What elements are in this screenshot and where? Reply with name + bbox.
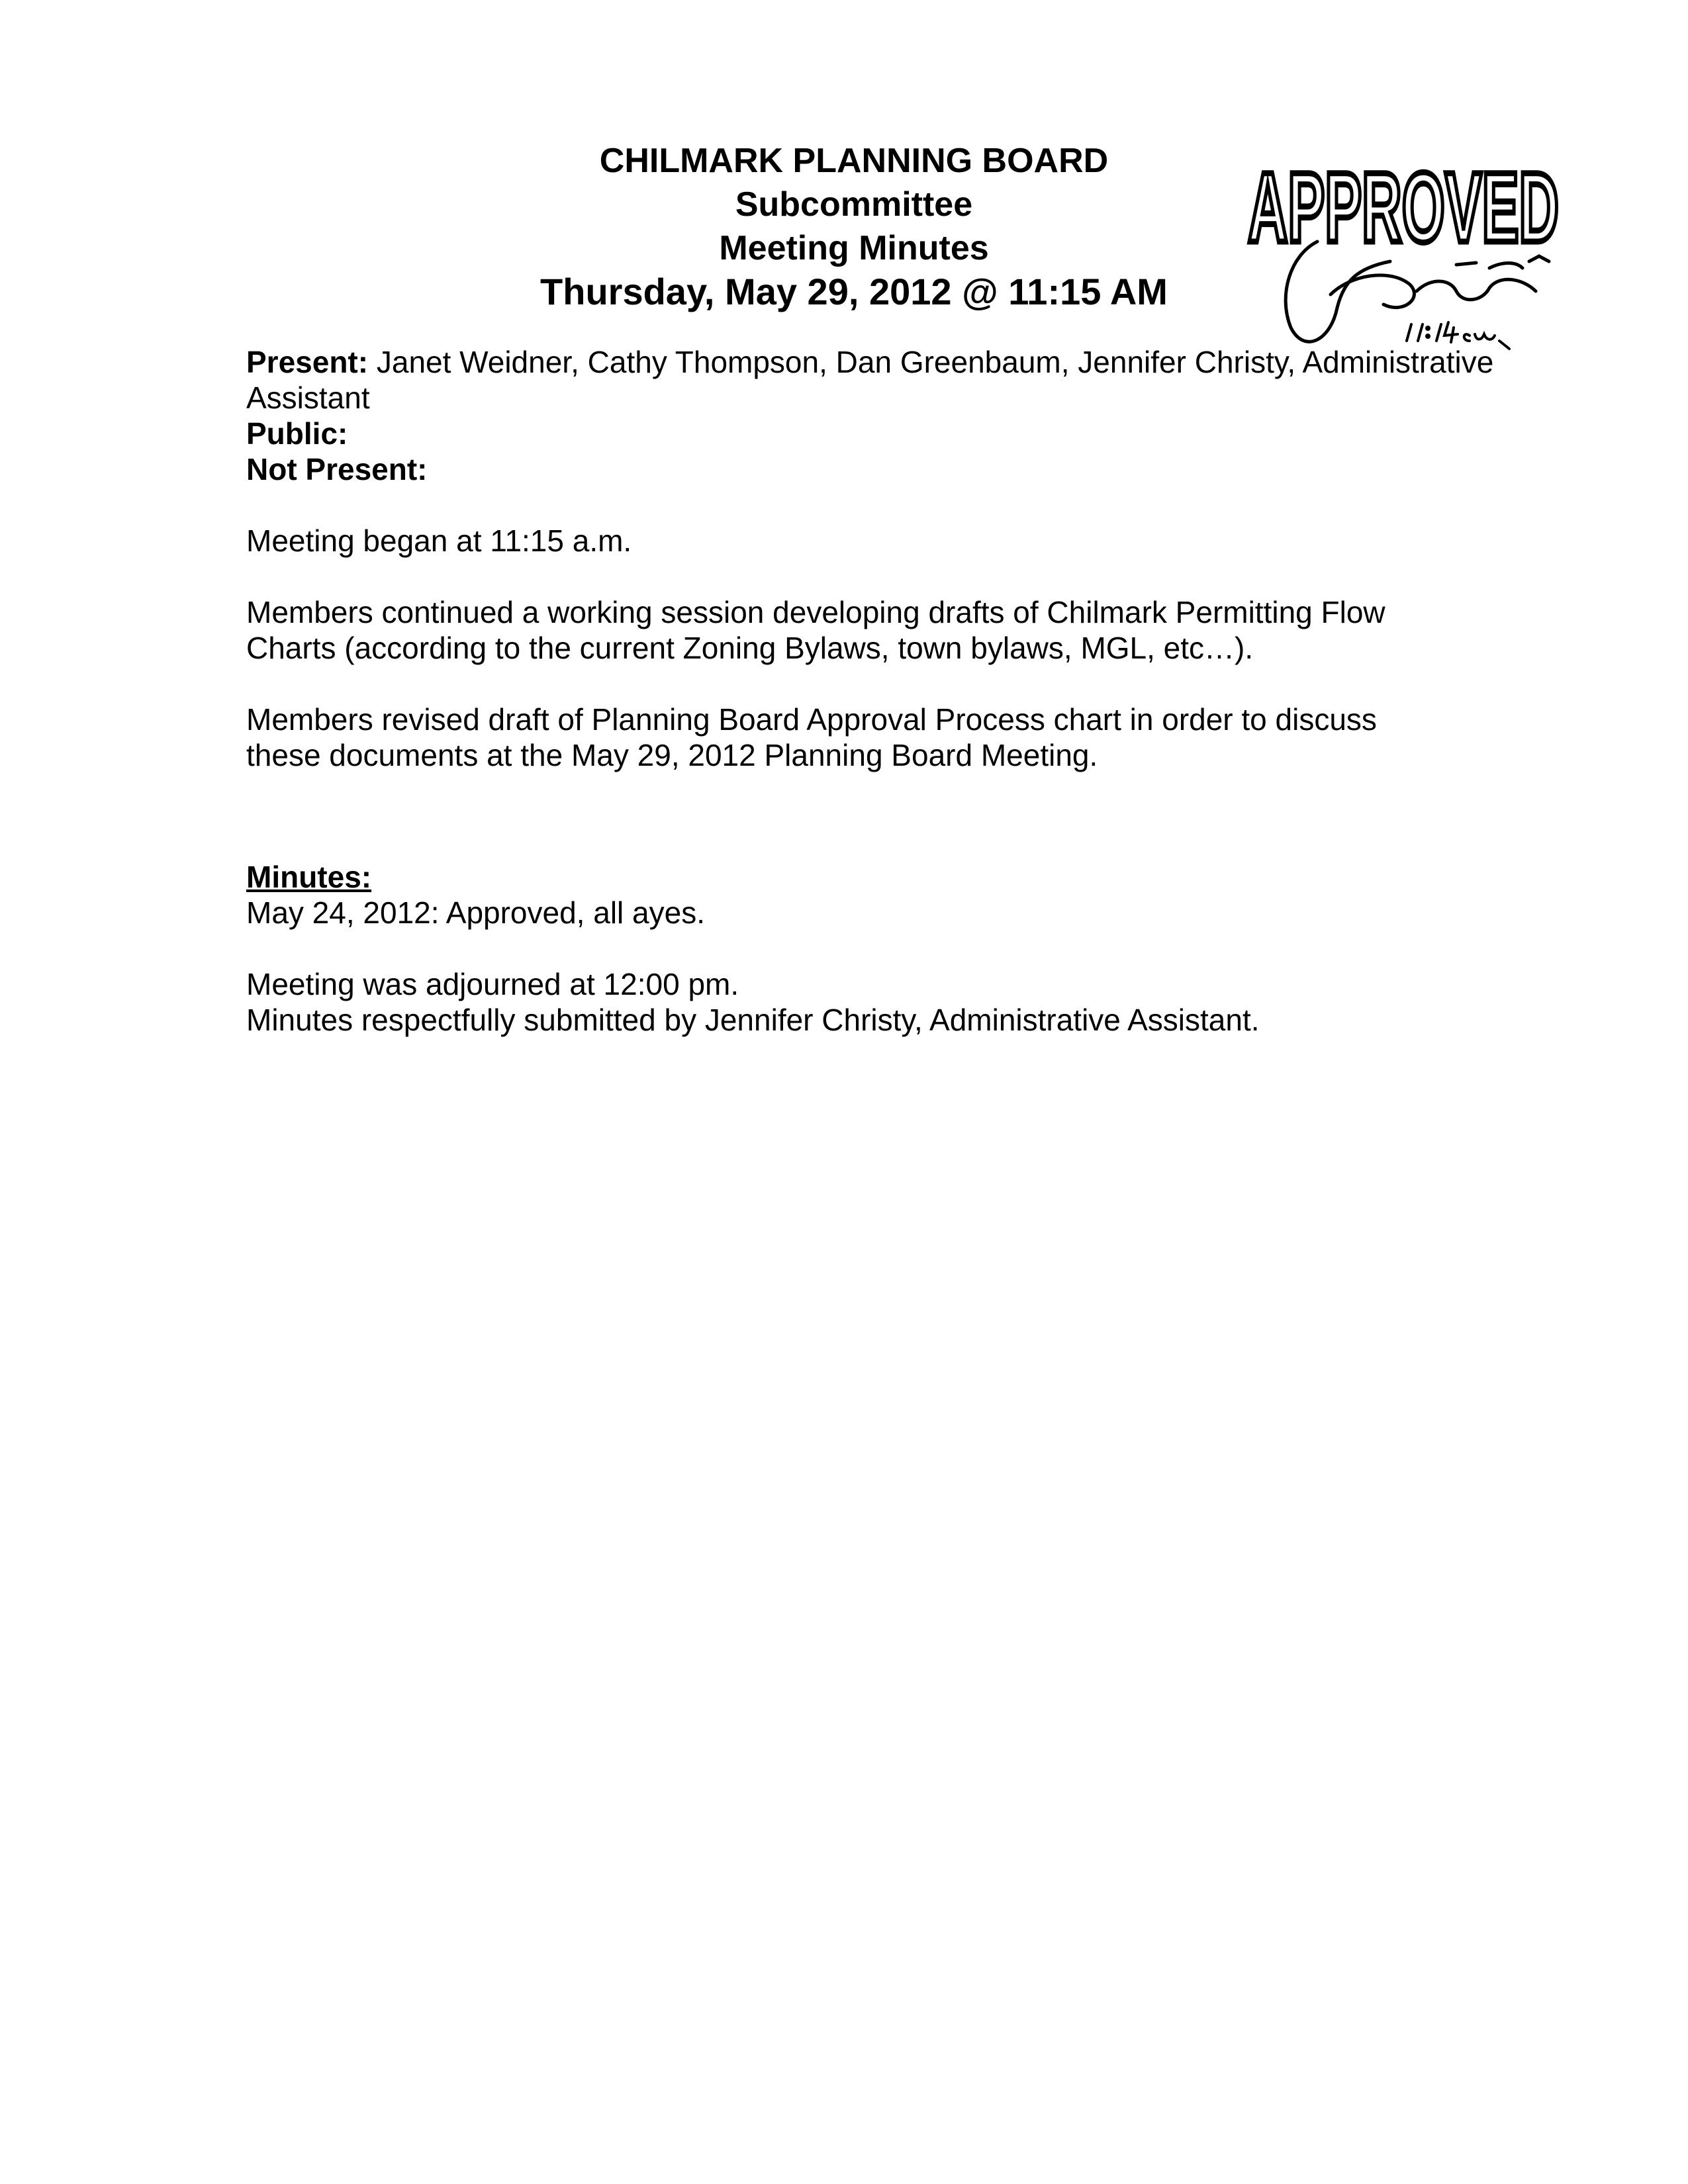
meeting-began: Meeting began at 11:15 a.m.	[246, 523, 632, 558]
public-label: Public:	[246, 416, 348, 451]
adjourned-line: Meeting was adjourned at 12:00 pm.	[246, 967, 739, 1001]
minutes-heading: Minutes:	[246, 860, 372, 894]
present-line	[246, 344, 1504, 380]
paragraph-1-line-1: Members continued a working session developing drafts of Chilmark Permitting Flow	[246, 595, 1385, 629]
not-present-label: Not Present:	[246, 452, 428, 486]
present-names-continued: Assistant	[246, 381, 370, 415]
document-title: Meeting Minutes	[719, 229, 989, 267]
present-names: Janet Weidner, Cathy Thompson, Dan Greenbaum, Jennifer Christy, Administrative	[368, 345, 1494, 379]
submitted-line: Minutes respectfully submitted by Jennifer Christy, Administrative Assistant.	[246, 1003, 1260, 1037]
document-header	[490, 139, 1218, 314]
subtitle: Subcommittee	[735, 185, 973, 224]
paragraph-2-line-2: these documents at the May 29, 2012 Planning Board Meeting.	[246, 738, 1098, 772]
board-name: CHILMARK PLANNING BOARD	[599, 142, 1109, 180]
approved-stamp	[1238, 142, 1569, 361]
document-body	[246, 344, 1504, 1038]
minutes-item: May 24, 2012: Approved, all ayes.	[246, 895, 705, 930]
svg-text:APPROVED: APPROVED	[1248, 152, 1559, 263]
present-label: Present:	[246, 345, 369, 379]
meeting-date: Thursday, May 29, 2012 @ 11:15 AM	[540, 271, 1168, 312]
paragraph-2-line-1: Members revised draft of Planning Board Approval Process chart in order to discuss	[246, 702, 1377, 737]
paragraph-1-line-2: Charts (according to the current Zoning Bylaws, town bylaws, MGL, etc…).	[246, 631, 1254, 665]
